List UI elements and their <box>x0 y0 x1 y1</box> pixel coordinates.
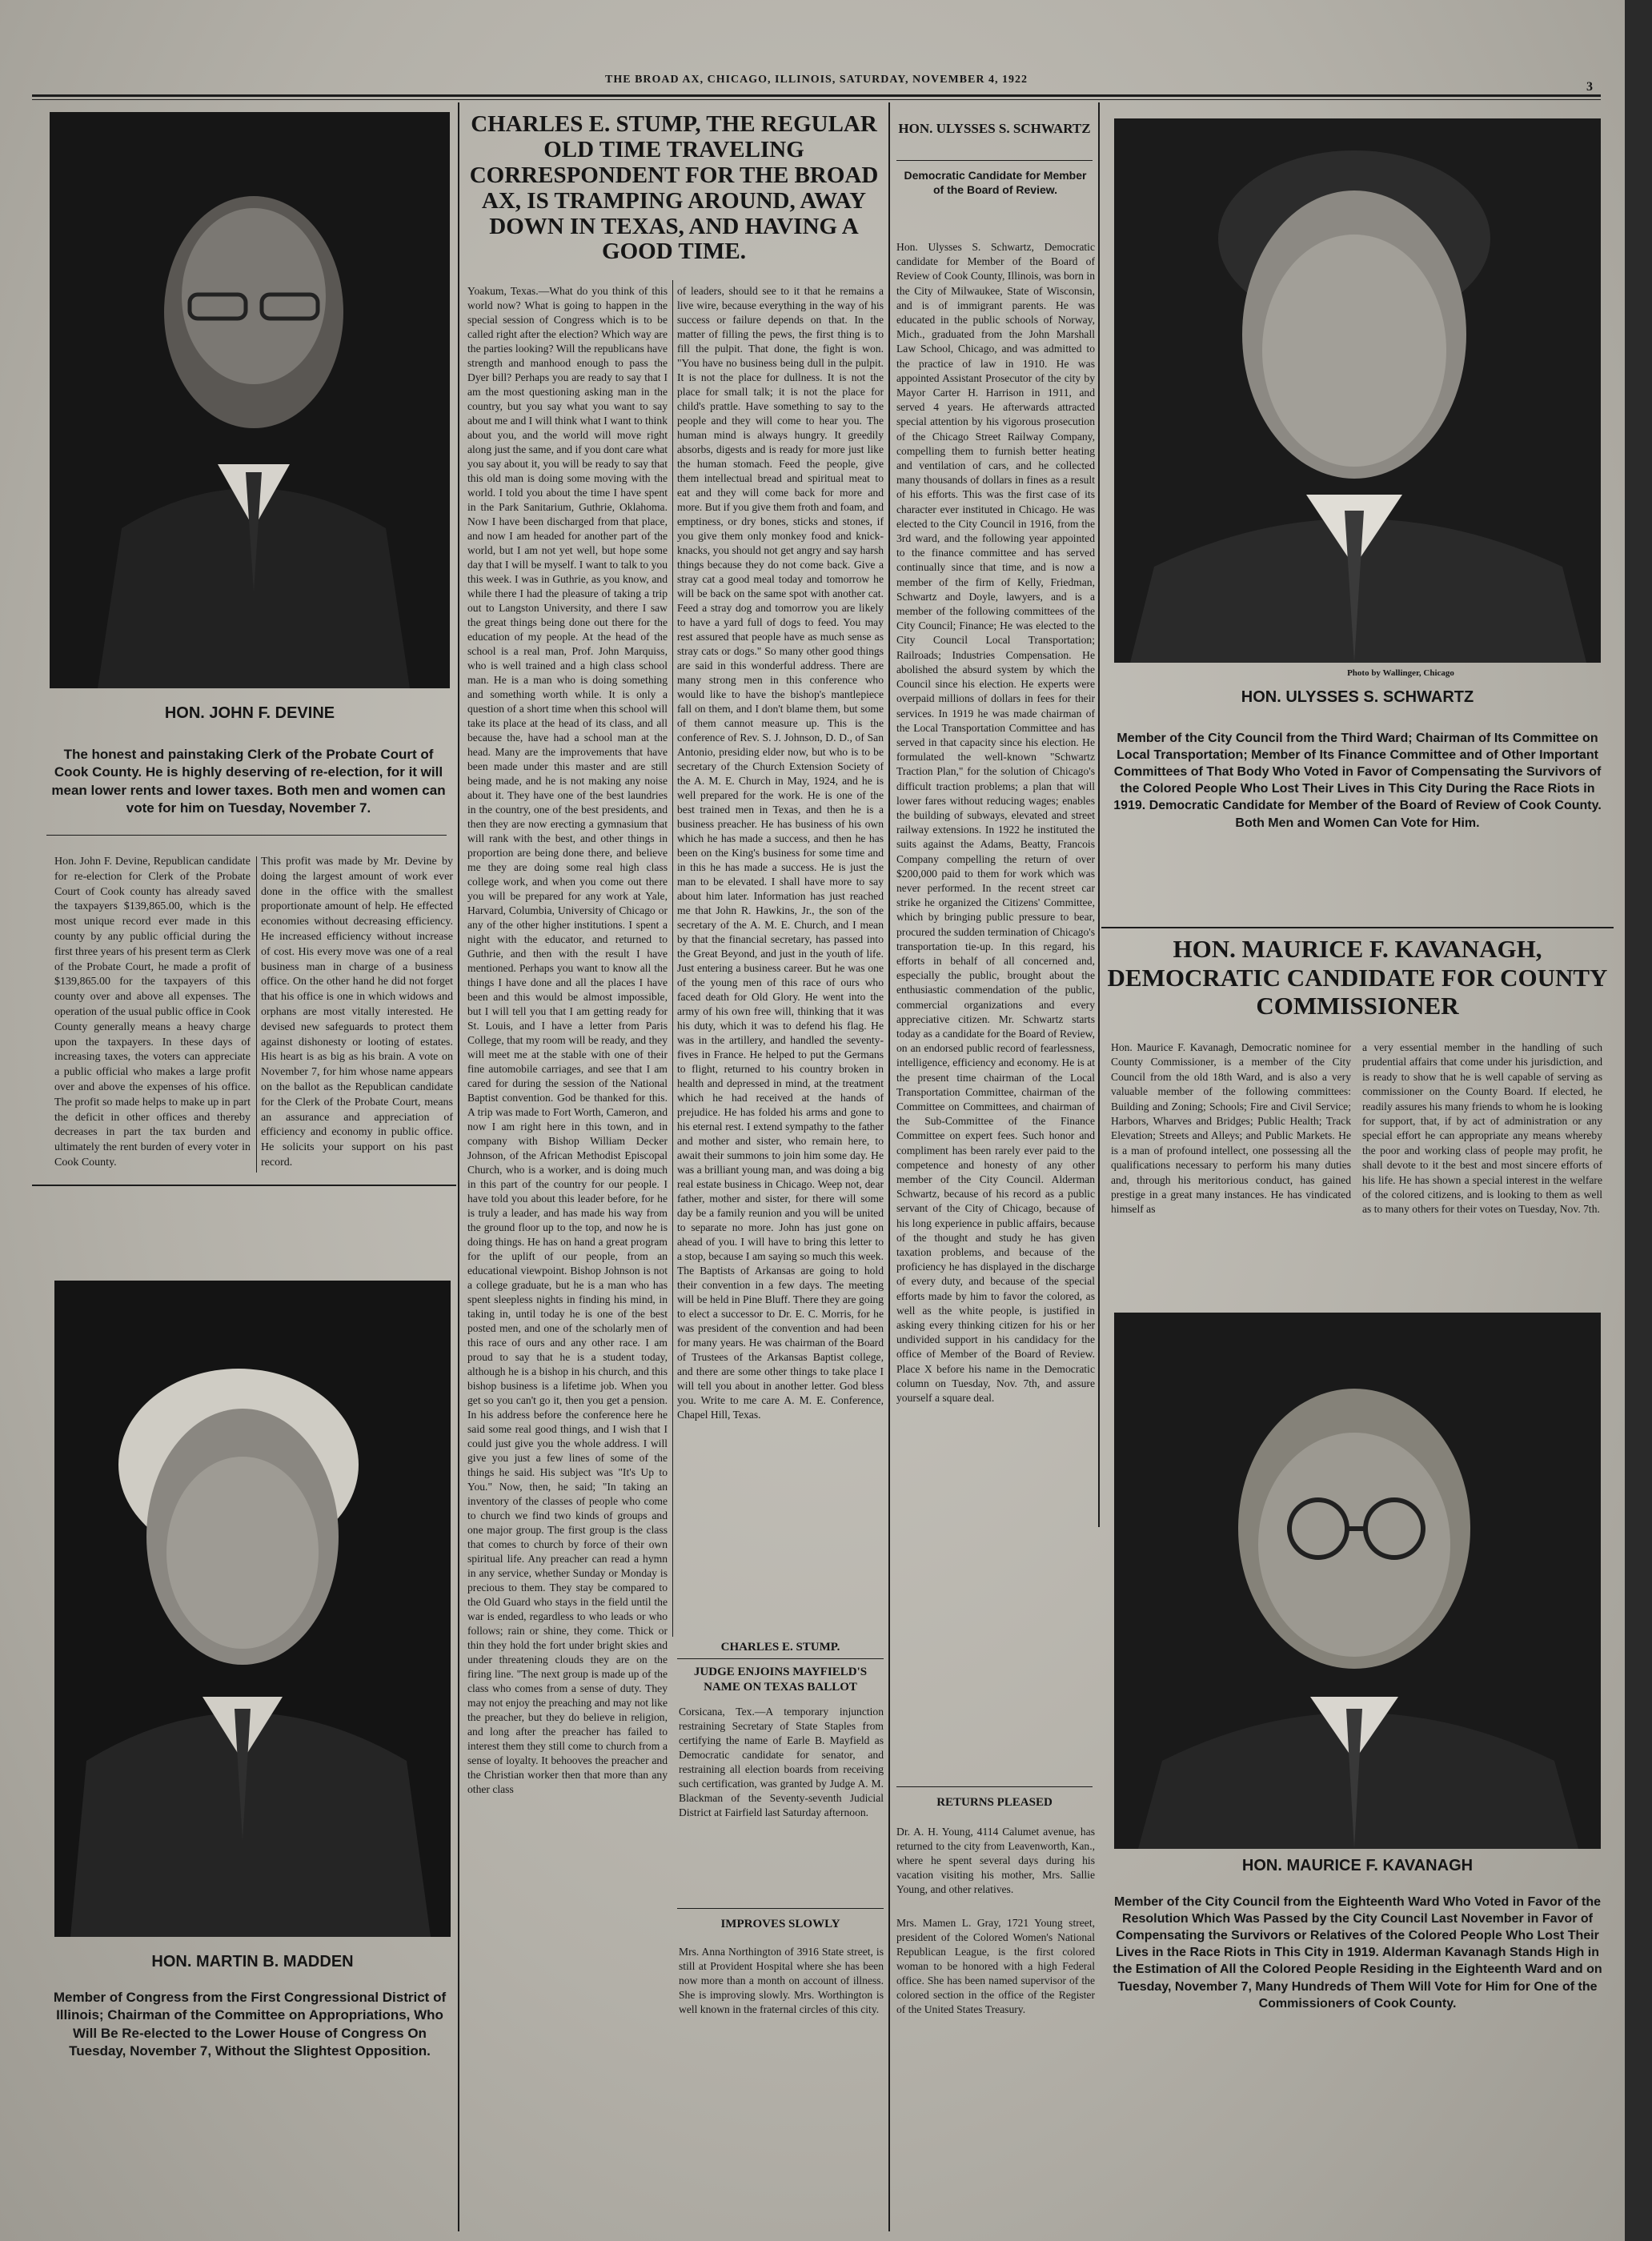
returns-headline: RETURNS PLEASED <box>936 1796 1053 1809</box>
madden-caption: HON. MARTIN B. MADDEN <box>151 1953 354 1970</box>
improves-headline: IMPROVES SLOWLY <box>720 1918 840 1930</box>
devine-caption: HON. JOHN F. DEVINE <box>164 704 335 722</box>
devine-article-col2: This profit was made by Mr. Devine by doing the largest amount of work ever done in the office with the smallest proportionate amount of help. He effected economies without decreasing efficiency. He increased efficiency without increase of cost. His every move was one of a real business man in charge of a business office. On the other hand he did not forget that his office is one in which widows and orphans are most vitally interested. He devised new safeguards to protect them against dishonesty or looting of estates. His heart is as big as his brain. A vote on November 7, for him whose name appears on the ballot as the Republican candidate for the Clerk of the Probate Court, means an assurance and appreciation of efficiency and economy in public office. He solicits your support on his past record. <box>261 856 453 1169</box>
schwartz-caption: HON. ULYSSES S. SCHWARTZ <box>1241 688 1474 706</box>
kavanagh-article-col2: a very essential member in the handling of such prudential affairs that come under his jurisdiction, and is ready to show that he is well capable of serving as commissioner on the County Board. If elected, he readily assures his many friends to whom he is looking for support, that, if by act of administration or any special effort he can appropriate any means whereby the poor and working class of people may profit, he shall devote to it the best and most sincere efforts of his life. He has shown a special interest in the welfare of the colored citizens, and is looking to them as well as to many others for their votes on Tuesday, Nov. 7th. <box>1362 1041 1602 1216</box>
section-rule-left <box>32 1185 456 1186</box>
devine-article-col1: Hon. John F. Devine, Republican candidate for re-election for Clerk of the Probate Court of Cook county has already saved the taxpayers $139,865.00, which is the most unique record ever made in this county by any public official during the first three years of his present term as Clerk of the Probate Court, he made a profit of $139,865.00 for the taxpayers of this county over and above all expenses. The operation of the usual public office in Cook County generally means a heavy charge upon the taxpayers. In these days of increasing taxes, the voters can appreciate a public official who makes a large profit over and above the expenses of his office. The profit so made helps to make up in part the deficit in other offices and thereby decreases in part the tax burden and ultimately the rent burden of every voter in Cook County. <box>54 856 251 1169</box>
kavanagh-headline: HON. MAURICE F. KAVANAGH, DEMOCRATIC CANDIDATE FOR COUNTY COMMISSIONER <box>1107 935 1608 1020</box>
devine-inner-rule <box>46 835 447 836</box>
devine-portrait <box>50 112 450 688</box>
returns-article-2: Mrs. Mamen L. Gray, 1721 Young street, president of the Colored Women's National Republican League, is the first colored woman to be honored with a high Federal office. She has been named supervisor of the colored section in the office of the Register of the United States Treasury. <box>896 1917 1095 2015</box>
stump-headline: CHARLES E. STUMP, THE REGULAR OLD TIME TRAVELING CORRESPONDENT FOR THE BROAD AX, IS TRAMPING AROUND, AWAY DOWN IN TEXAS, AND HAVING A GOOD TIME. <box>469 111 879 265</box>
kavanagh-article-col1: Hon. Maurice F. Kavanagh, Democratic nominee for County Commissioner, is a member of the City Council from the old 18th Ward, and is also a very valuable member of the following committees: Building and Zoning; Schools; Fire and Civil Service; Harbors, Wharves and Bridges; Public Health; Track Elevation; Streets and Alleys; and Public Markets. He is a man of profound intellect, one possessing all the qualifications necessary to perform his many duties and, through his meritorious conduct, has gained prestige in a great many instances. He has vindicated himself as <box>1111 1041 1351 1216</box>
stump-article-col1: Yoakum, Texas.—What do you think of this world now? What is going to happen in the special session of Congress which is to be called right after the election? Which way are the parties looking? Will the republicans have strength and manhood enough to pass the Dyer bill? Perhaps you are ready to say that I am the most questioning asking man in the country, but you say what you want to say about me and I will think what I want to think about you, and the world will move right along just the same, and if you dont care what you say about it, you will be ready to say that this old man is doing some moving with the world. I told you about the time I have spent in the Park Sanitarium, Guthrie, Oklahoma. Now I have been discharged from that place, and now I am headed for another part of the world, but I am not yet well, but hope some day that I will be myself. I want to talk to you this week. I was in Guthrie, as you know, and while there I had the pleasure of taking a trip out to Langston University, and there I saw the great things being done out there for the education of my people. At the head of the school is a real man, Prof. John Marquiss, who is well trained and a high class school man. He is a man who is doing something and something worth while. It is only a question of a short time when this school will take its place at the head of its class, and all because the, have had a school man at the head. Many are the improvements that have been made under this master and are still being made, and he is not making any noise about it. They have one of the best laundries in the country, one of the best presidents, and then they are now erecting a gymnasium that will rank with the best, and other things in proportion are being done there, and believe me they are doing some real high class college work, and when you come out there you will be prepared for any work at Yale, Harvard, Columbia, University of Chicago or any of the other higher institutions. I spent a night with the educator, and returned to Guthrie, and then with the result I have mentioned. Perhaps you want to know all the things I have done and all the places I have been and this would be almost impossible, but I will tell you that I am getting ready for St. Louis, and I have a letter from Paris College, that my room will be ready, and they will meet me at the stable with one of their fine automobile carriages, and see that I am cared for during the session of the National Baptist convention. God be thanked for this. A trip was made to Fort Worth, Cameron, and now I am right here in this town, and in company with Bishop William Decker Johnson, of the African Methodist Episcopal Church, who is a worker, and is doing much in this part of the country for our people. I have told you about this leader before, for he is truly a leader, and has made his way from the ground floor up to the top, and now he is doing things. He has on hand a great program for the uplift of our people, from an educational viewpoint. Bishop Johnson is not a college graduate, but he is a man who has spent sleepless nights in finding his mind, in taking in, until today he is one of the best posted men, and one of the scholarly men of this race of ours and any other race. I am proud to say that he is a student today, although he is a bishop in his church, and this bishop business is a lifetime job. When you get so you can't go it, then you get a pension. In his address before the conference here he said some real good things, and I wish that I could just give you the whole address. I will give you just a few lines of some of the things he said. His subject was "It's Up to You." Now, then, he said; "In taking an inventory of the classes of people who come to church we find two kinds of groups and one major group. The first group is the class that comes to church by force of their own spiritual life. Any preacher can read a hymn in any service, whether Sunday or Monday is precious to them. They stay be compared to the Old Guard who stays in the field until the war is ended, regardless to who leads or who follows; rain or shine, they come. Thick or thin they hold the fort under bright skies and under threatening clouds they are on the firing line. "The next group is made up of the class who comes from a sense of duty. They may not enjoy the preaching and may not like the preacher, but they do believe in religion, and long after the preacher has failed to interest them they still come to church from a sense of loyalty. It behooves the preacher and the Christian worker then that more than any other class <box>467 285 668 1795</box>
column-rule-left <box>458 102 459 2231</box>
schwartz-story-headline: HON. ULYSSES S. SCHWARTZ <box>898 121 1091 136</box>
schwartz-story-subhead: Democratic Candidate for Member of the Board of Review. <box>904 169 1087 197</box>
column-rule-center <box>888 102 890 2231</box>
mayfield-headline: JUDGE ENJOINS MAYFIELD'S NAME ON TEXAS BALLOT <box>693 1666 868 1694</box>
masthead: THE BROAD AX, CHICAGO, ILLINOIS, SATURDAY, NOVEMBER 4, 1922 <box>605 74 1028 86</box>
improves-rule <box>677 1908 884 1909</box>
schwartz-subhead: Member of the City Council from the Third Ward; Chairman of Its Committee on Local Transportation; Member of Its Finance Committee and of Other Important Committees of That Body Who Voted in Favor of Compensating the Survivors of the Colored People Who Lost Their Lives in This City During the Race Riots in 1919. Democratic Candidate for Member of the Board of Review of Cook County. Both Men and Women Can Vote for Him. <box>1113 732 1602 830</box>
returns-article-1: Dr. A. H. Young, 4114 Calumet avenue, has returned to the city from Leavenworth, Kan., where he spent several days during his vacation visiting his mother, Mrs. Sallie Young, and other relatives. <box>896 1826 1095 1895</box>
top-rule <box>32 94 1601 97</box>
returns-rule <box>896 1786 1093 1787</box>
schwartz-portrait <box>1114 118 1601 663</box>
kavanagh-caption: HON. MAURICE F. KAVANAGH <box>1241 1857 1474 1874</box>
stump-signature: CHARLES E. STUMP. <box>720 1641 840 1654</box>
column-rule-right <box>1098 102 1100 1527</box>
mayfield-article: Corsicana, Tex.—A temporary injunction restraining Secretary of State Staples from certifying the name of Earle B. Mayfield as Democratic candidate for senator, and restraining all election boards from receiving such certification, was granted by Judge A. M. Blackman of the Seventy-seventh Judicial District at Fairfield last Saturday afternoon. <box>679 1706 884 1818</box>
kavanagh-subhead: Member of the City Council from the Eighteenth Ward Who Voted in Favor of the Resolution Which Was Passed by the City Council Last November in Favor of Compensating the Survivors or Relatives of the Colored People Who Lost Their Lives in the Race Riots in This City in 1919. Alderman Kavanagh Stands High in the Estimation of All the Colored People Residing in the Eighteenth Ward and on Tuesday, November 7, Many Hundreds of Them Will Vote for Him for One of the Commissioners of Cook County. <box>1113 1895 1602 2010</box>
devine-subhead: The honest and painstaking Clerk of the Probate Court of Cook County. He is highly deserving of re-election, for it will mean lower rents and lower taxes. Both men and women can vote for him on Tuesday, November 7. <box>51 747 446 816</box>
schwartz-story-rule <box>896 160 1093 161</box>
stump-article-col2: of leaders, should see to it that he remains a live wire, because everything in the way of his success or failure depends on that. In the matter of filling the pews, the first thing is to fill the pulpit. That done, the fight is won. "You have no business being dull in the pulpit. It is not the place for dullness. It is not the place for small talk; it is not the place for child's prattle. Have something to say to the people and they will come to hear you. The human mind is always hungry. It greedily absorbs, digests and is ready for more just like the human stomach. Feed the people, give them intellectual bread and spiritual meat to eat and they will come back for more and more. But if you give them froth and foam, and emptiness, or dry bones, sticks and stones, if you give them only monkey food and knick-knacks, you should not get angry and say harsh things because they do not come back. Give a stray cat a good meal today and tomorrow he will be back on the same spot with another cat. Feed a stray dog and tomorrow you are likely to have a yard full of dogs to feed. You may rest assured that people have as much sense as stray cats or dogs." So many other good things are said in this wonderful address. There are many strong men in this conference who would like to have the bishop's mantlepiece fall on them, and I don't blame them, but some of them cannot measure up. This is the conference of Rev. S. J. Johnson, D. D., of San Antonio, presiding elder now, but who is to be secretary of the Church Extension Society of the A. M. E. Church in May, 1924, and he is well prepared for the work. He is one of the best trained men in Texas, and then he is a business preacher. He has business of his own which he has made a success, and then he has been on the King's business for some time and in this he has made a success. He is just the man to be elevated. I shall have more to say about him later. Information has just reached me that John R. Hawkins, Jr., the son of the secretary of the A. M. E. Church, and I mean by that the financial secretary, has passed into the Great Beyond, and just in the youth of life. Just entering a business career. But he was one of the young men of this race of ours who faced death for Old Glory. He went into the army of his own free will, thinking that it was his duty, which it was to defend his flag. He was in the artillery, and handled the seventy-fives in France. He helped to put the Germans to flight, returned to his country broken in health and depressed in mind, at the treatment which he had received at the hands of prejudice. He has folded his arms and gone to his eternal rest. I extend sympathy to the father and mother and sister, who remain here, to await their summons to join him some day. He was a brilliant young man, and was doing a big real estate business in Chicago. Weep not, dear father, mother and sister, for there will some day be a family reunion and you will be united to separate no more. John has just gone on ahead of you. I will have to bring this letter to a stop, because I am saying so much this week. The Baptists of Arkansas are going to hold their convention in a few days. The meeting will be held in Pine Bluff. There they are going to elect a successor to Dr. E. C. Morris, for he was president of the convention and had been for many years. He was chairman of the Board of Trustees of the Arkansas Baptist college, and there are some other things to take place I will tell you about in another letter. God bless you. Write to me care A. M. E. Conference, Chapel Hill, Texas. <box>677 285 884 1421</box>
page-number: 3 <box>1586 80 1593 94</box>
page-edge <box>1625 0 1652 2241</box>
top-rule-thin <box>32 99 1601 100</box>
mayfield-rule <box>677 1658 884 1659</box>
section-rule-right <box>1101 927 1614 928</box>
improves-article: Mrs. Anna Northington of 3916 State street, is still at Provident Hospital where she has been now more than a month on account of illness. She is improving slowly. Mrs. Worthington is well known in the fraternal circles of this city. <box>679 1946 884 2015</box>
schwartz-photo-credit: Photo by Wallinger, Chicago <box>1347 668 1454 678</box>
devine-col-divider <box>256 856 257 1173</box>
schwartz-story-article: Hon. Ulysses S. Schwartz, Democratic candidate for Member of the Board of Review of Cook County, Illinois, was born in the City of Milwaukee, State of Wisconsin, and is of immigrant parents. He was educated in the public schools of Norway, Mich., graduated from the John Marshall Law School, Chicago, and was admitted to the practice of law in 1910. He was appointed Assistant Prosecutor of the city by Mayor Carter H. Harrison in 1911, and served 4 years. He afterwards attracted special attention by his vigorous prosecution of the Chicago Street Railway Company, compelling them to furnish better heating and ventilation of cars, and he collected many thousands of dollars in fines as a result of his efforts. This was the first case of its character ever instituted in Chicago. He was elected to the City Council in 1916, from the 3rd ward, and the following year appointed to the finance committee and has served continually since that time, and is now a member of the firm of Kelly, Friedman, Schwartz and Doyle, lawyers, and is a member of the following committees of the City Council; Finance; He was elected to the City Council Local Transportation; Railroads; Industries Compensation. He abolished the absurd system by which the Council since his election. He experts were overpaid millions of dollars in fees for their services. In 1919 he was made chairman of the Local Transportation Committee and has served in that capacity since his election. He formulated the well-known "Schwartz Traction Plan," for the solution of Chicago's difficult traction problems; a plan that will lower fares without reducing wages; enables the building of subways, elevated and street railway extensions. In 1922 he instituted the suits against the Adams, Beatty, Francois Company compelling the return of over $200,000 paid to them for work which was never performed. In the recent street car strike he organized the Citizens' Committee, which by bringing public pressure to bear, procured the sudden termination of Chicago's transportation tie-up. In this regard, his efforts in behalf of all concerned and, especially the public, brought about the enthusiastic commendation of the public, commercial organizations and every appreciative citizen. Mr. Schwartz starts today as a candidate for the Board of Review, on an endorsed public record of fearlessness, intelligence, efficiency and economy. He is at the present time chairman of the Local Transportation Committee, chairman of the Committee on Committees, and chairman of the Sub-Committee of the Finance Committee on expert fees. Such honor and compliment has been rarely ever paid to the competence and honesty of any other member of the City Council. Alderman Schwartz, because of his record as a public servant of the City of Chicago, because of his long experience in public affairs, because of the thought and study he has given taxation problems, and because of the proficiency he has displayed in the discharge of every duty, and because of the special efforts made by him to favor the colored, as well as the white people, is justified in asking every thinking citizen for his or her undivided support in his candidacy for the office of Member of the Board of Review. Place X before his name in the Democratic column on Tuesday, Nov. 7th, and assure yourself a square deal. <box>896 241 1095 1405</box>
stump-col-divider <box>672 280 673 1637</box>
madden-portrait <box>54 1281 451 1937</box>
madden-subhead: Member of Congress from the First Congressional District of Illinois; Chairman of the Committee on Appropriations, Who Will Be Re-elected to the Lower House of Congress On Tuesday, November 7, Without the Slightest Opposition. <box>53 1990 447 2059</box>
kavanagh-portrait <box>1114 1313 1601 1849</box>
